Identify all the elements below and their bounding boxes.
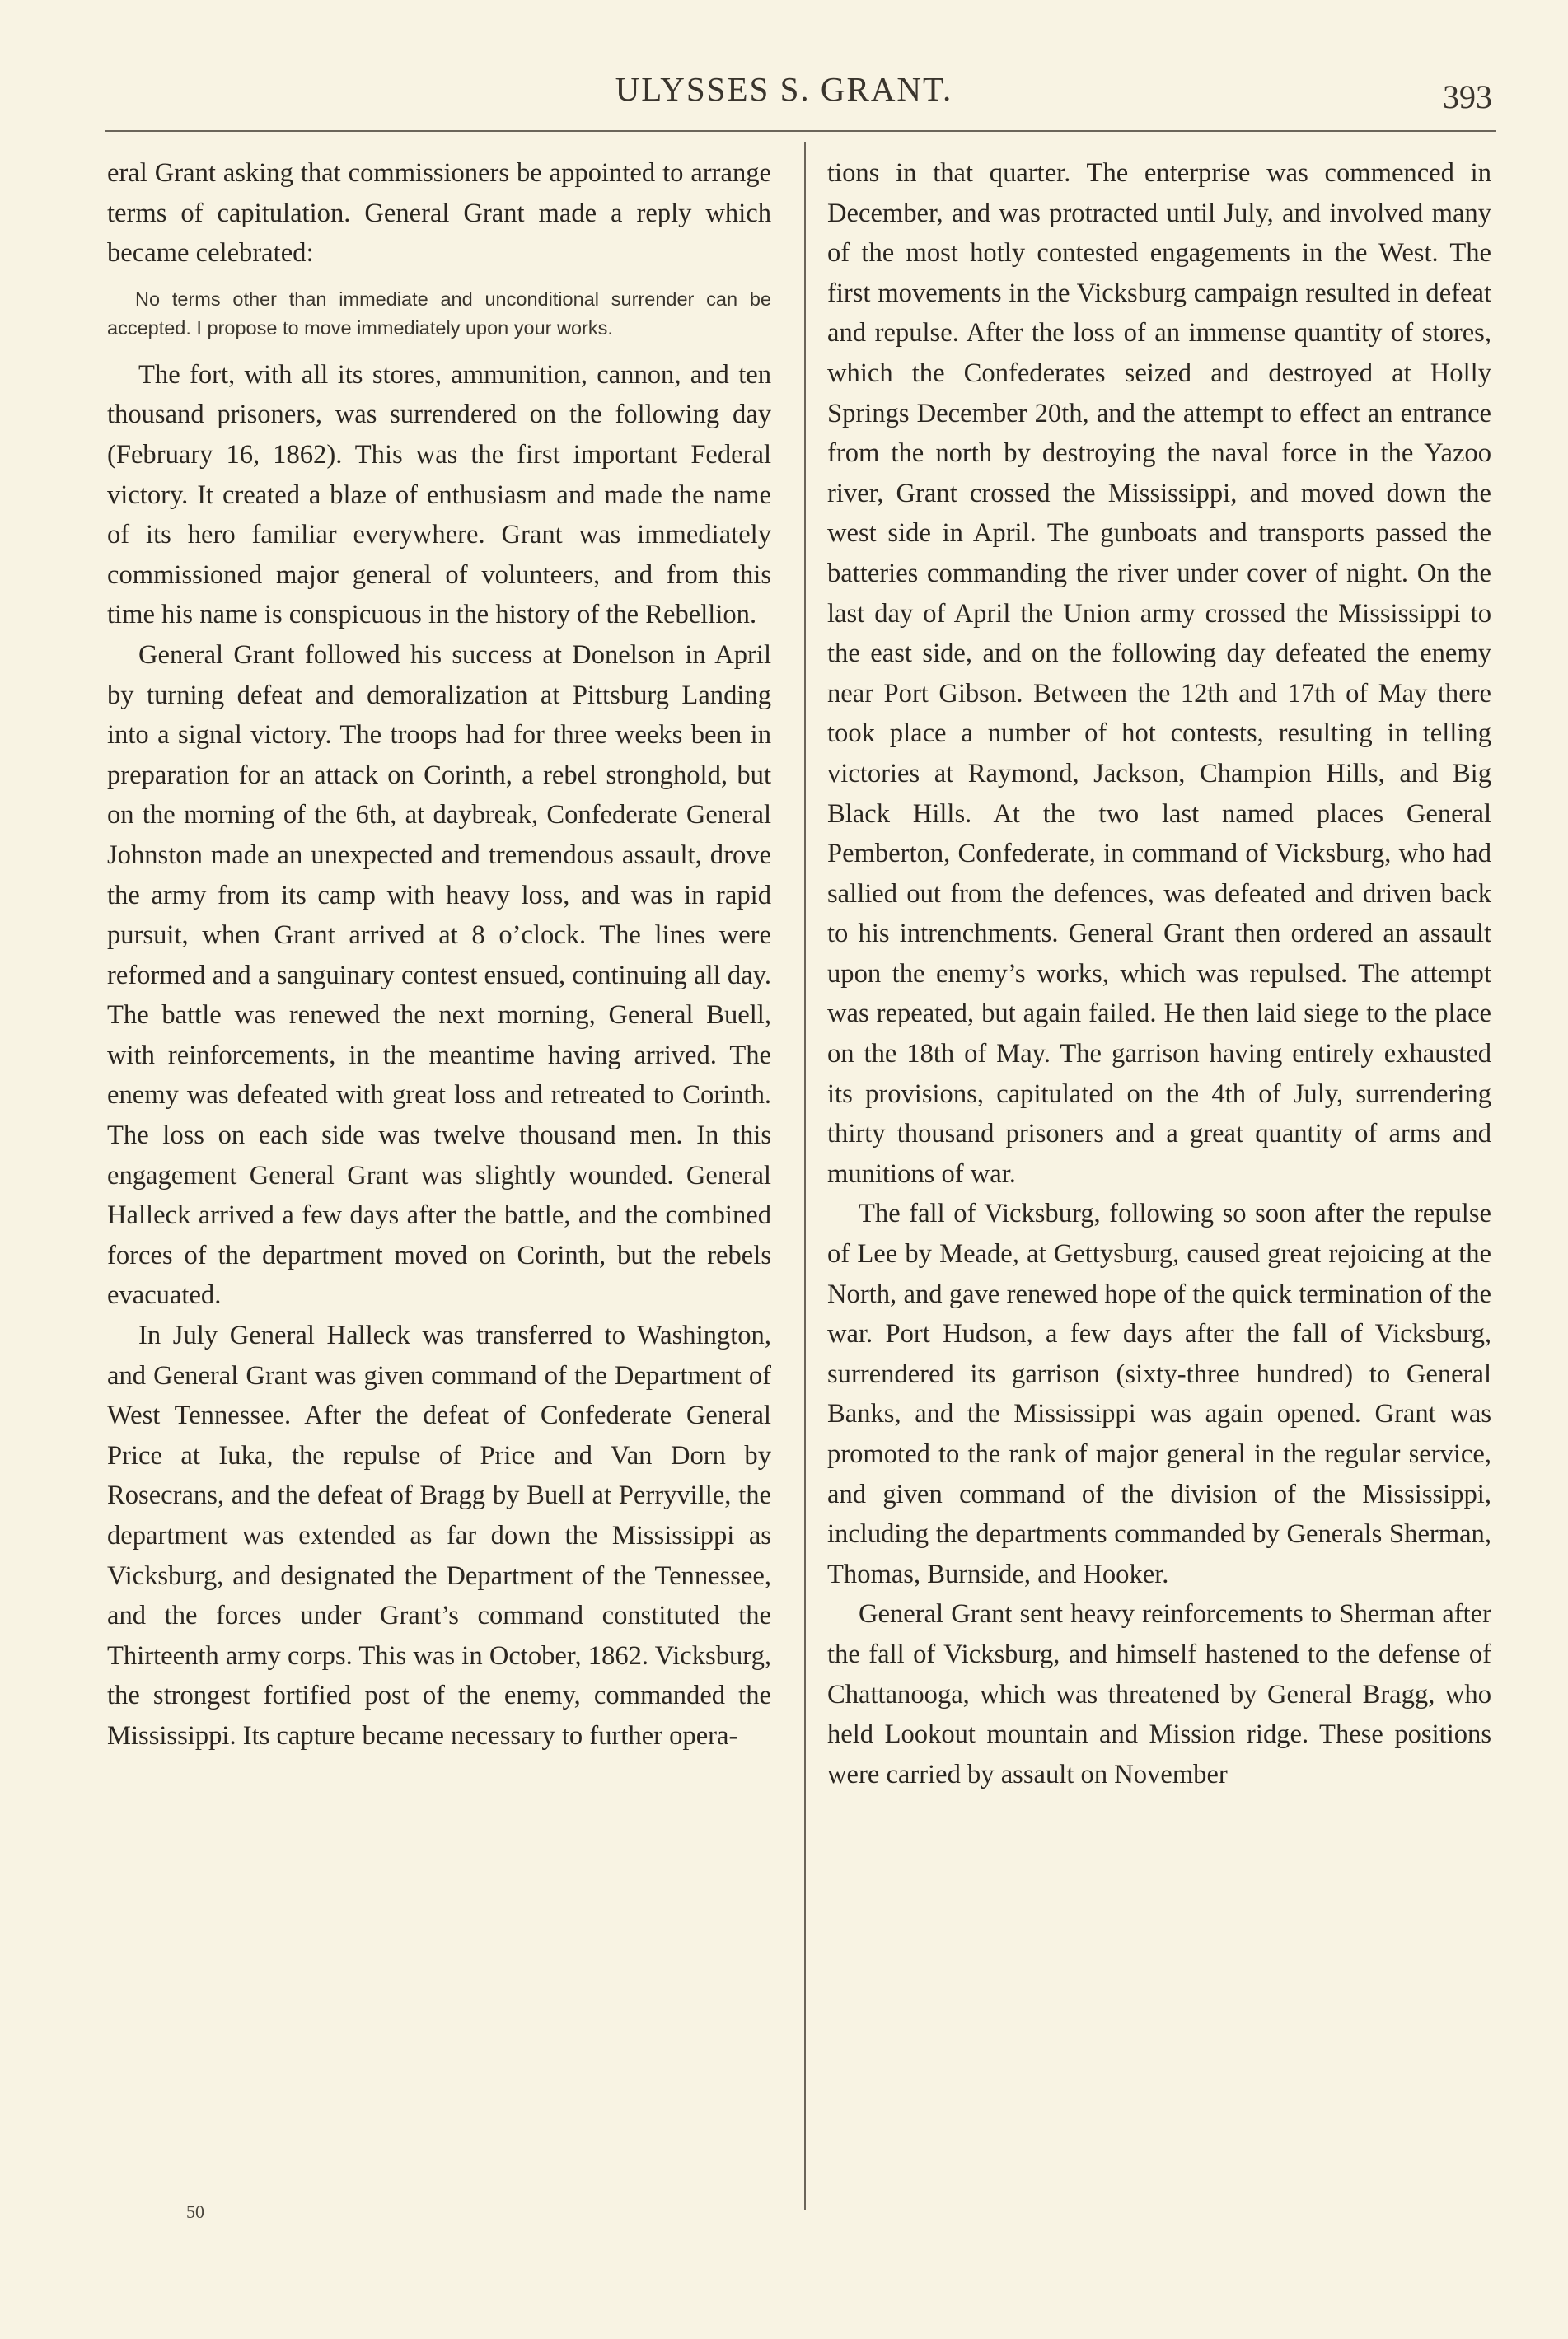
paragraph-vicksburg-campaign: tions in that quarter. The enterprise was commenced in December, and was protracted until July, and involved many of the most hotly contested engagements in the West. The first movements in the Vicksburg campaign resulted in defeat and repulse. After the loss of an immense quantity of stores, which the Confederates seized and destroyed at Holly Springs December 20th, and the attempt to effect an entrance from the north by destroying the naval force in the Yazoo river, Grant crossed the Mississippi, and moved down the west side in April. The gunboats and transports passed the batteries commanding the river under cover of night. On the last day of April the Union army crossed the Mississippi to the east side, and on the following day defeated the enemy near Port Gibson. Between the 12th and 17th of May there took place a number of hot contests, resulting in telling victories at Raymond, Jackson, Champion Hills, and Big Black Hills. At the two last named places General Pemberton, Confederate, in command of Vicksburg, who had sallied out from the defences, was defeated and driven back to his intrenchments. General Grant then ordered an assault upon the enemy’s works, which was repulsed. The attempt was repeated, but again failed. He then laid siege to the place on the 18th of May. The garrison having entirely exhausted its provisions, capitulated on the 4th of July, surrendering thirty thousand prisoners and a great quantity of arms and munitions of war. [827,158,1491,1189]
column-divider [804,142,806,2210]
paragraph-capitulation-request: eral Grant asking that commissioners be appointed to arrange terms of capitulation. General Grant made a reply which became celebrated: [107,158,771,269]
header-rule [105,130,1496,132]
signature-mark: 50 [186,2201,204,2222]
paragraph-fall-of-vicksburg: The fall of Vicksburg, following so soon after the repulse of Lee by Meade, at Gettysburg, caused great rejoicing at the North, and gave renewed hope of the quick termination of the war. Port Hudson, a few days after the fall of Vicksburg, surrendered its garrison (sixty-three hundred) to General Banks, and the Mississippi was again opened. Grant was promoted to the rank of major general in the regular service, and given command of the division of the Mississippi, including the departments commanded by Generals Sherman, Thomas, Burnside, and Hooker. [827,1199,1491,1589]
running-head-title: ULYSSES S. GRANT. [615,70,953,108]
left-column [107,153,771,1757]
paragraph-department-tennessee: In July General Halleck was transferred to Washington, and General Grant was given command of the Department of West Tennessee. After the defeat of Confederate General Price at Iuka, the repulse of Price and Van Dorn by Rosecrans, and the defeat of Bragg by Buell at Perryville, the department was extended as far down the Mississippi as Vicksburg, and designated the Department of the Tennessee, and the forces under Grant’s command constituted the Thirteenth army corps. This was in October, 1862. Vicksburg, the strongest fortified post of the enemy, commanded the Mississippi. Its capture became necessary to further opera- [107,1321,771,1751]
right-column [827,153,1491,1794]
grant-reply-quote: No terms other than immediate and unconditional surrender can be accepted. I propose to move immediately upon your works. [107,288,771,339]
paragraph-fort-surrender: The fort, with all its stores, ammunition, cannon, and ten thousand prisoners, was surrendered on the following day (February 16, 1862). This was the first important Federal victory. It created a blaze of enthusiasm and made the name of its hero familiar everywhere. Grant was immediately commissioned major general of volunteers, and from this time his name is conspicuous in the history of the Rebellion. [107,359,771,630]
paragraph-pittsburg-landing: General Grant followed his success at Donelson in April by turning defeat and demoralization at Pittsburg Landing into a signal victory. The troops had for three weeks been in preparation for an attack on Corinth, a rebel stronghold, but on the morning of the 6th, at daybreak, Confederate General Johnston made an unexpected and tremendous assault, drove the army from its camp with heavy loss, and was in rapid pursuit, when Grant arrived at 8 o’clock. The lines were reformed and a sanguinary contest ensued, continuing all day. The battle was renewed the next morning, General Buell, with reinforcements, in the meantime having arrived. The enemy was defeated with great loss and retreated to Corinth. The loss on each side was twelve thousand men. In this engagement General Grant was slightly wounded. General Halleck arrived a few days after the battle, and the combined forces of the department moved on Corinth, but the rebels evacuated. [107,639,771,1311]
paragraph-chattanooga: General Grant sent heavy reinforcements to Sherman after the fall of Vicksburg, and himself hastened to the defense of Chattanooga, which was threatened by General Bragg, who held Lookout mountain and Mission ridge. These positions were carried by assault on November [827,1599,1491,1789]
page-number: 393 [1443,78,1492,115]
